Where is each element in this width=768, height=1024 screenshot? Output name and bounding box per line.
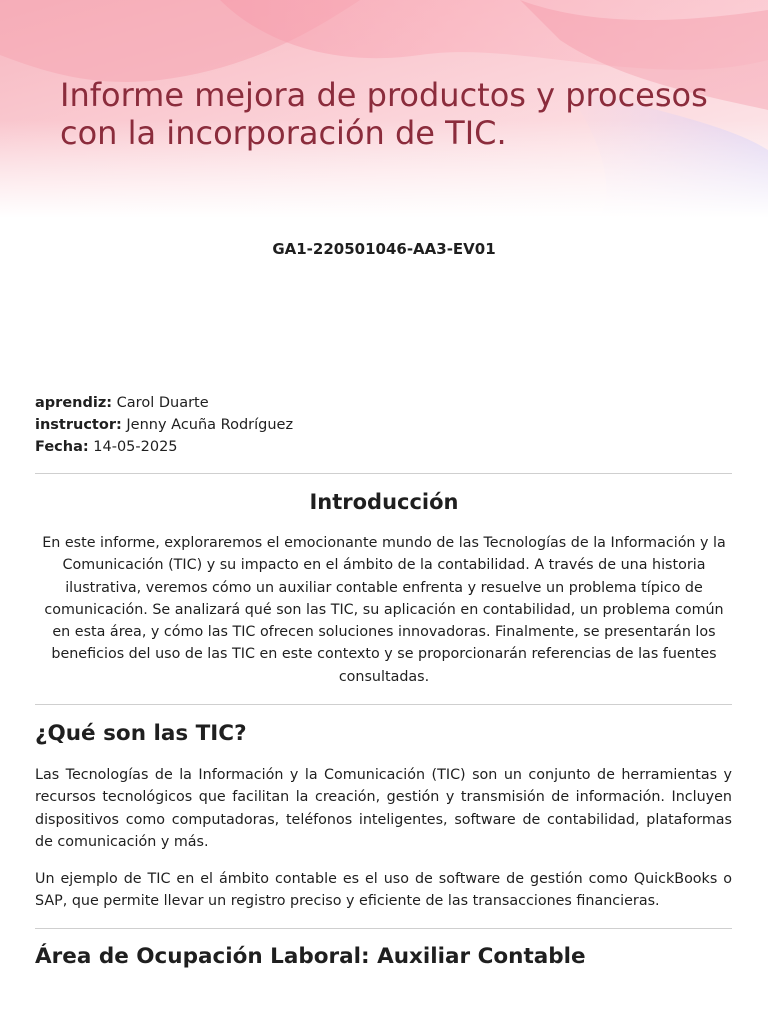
date-value: 14-05-2025: [93, 439, 178, 455]
student-label: aprendiz:: [35, 395, 113, 411]
document-code: GA1-220501046-AA3-EV01: [272, 240, 496, 258]
student-value: Carol Duarte: [116, 395, 209, 411]
student-row: [35, 392, 293, 414]
section-divider: [35, 704, 732, 705]
instructor-label: instructor:: [35, 417, 122, 433]
introduction-text: En este informe, exploraremos el emocionante mundo de las Tecnologías de la Información y la Comunicación (TIC) y su impacto en el ámbito de la contabilidad. A través de una historia ilustrativa, veremos cómo un auxiliar contable enfrenta y resuelve un problema típico de comunicación. Se analizará qué son las TIC, su aplicación en contabilidad, un problema común en esta área, y cómo las TIC ofrecen soluciones innovadoras. Finalmente, se presentarán los beneficios del uso de las TIC en este contexto y se proporcionarán referencias de las fuentes consultadas.: [42, 535, 726, 685]
tic-example-paragraph: Un ejemplo de TIC en el ámbito contable es el uso de software de gestión como QuickBooks o SAP, que permite llevar un registro preciso y eficiente de las transacciones financieras.: [35, 871, 732, 910]
date-row: [35, 436, 293, 458]
section-divider: [35, 473, 732, 474]
report-title: Informe mejora de productos y procesos con la incorporación de TIC.: [60, 76, 708, 152]
section-divider: [35, 928, 732, 929]
header-banner: [0, 0, 768, 218]
instructor-value: Jenny Acuña Rodríguez: [126, 417, 294, 433]
what-is-tic-heading: ¿Qué son las TIC?: [35, 721, 247, 746]
introduction-heading: Introducción: [309, 490, 459, 514]
instructor-row: [35, 414, 293, 436]
occupation-heading: Área de Ocupación Laboral: Auxiliar Contable: [35, 944, 586, 969]
document-metadata: [35, 392, 293, 458]
what-is-tic-paragraph: Las Tecnologías de la Información y la Comunicación (TIC) son un conjunto de herramientas y recursos tecnológicos que facilitan la creación, gestión y transmisión de información. Incluyen dispositivos como computadoras, teléfonos inteligentes, software de contabilidad, plataformas de comunicación y más.: [35, 767, 732, 850]
date-label: Fecha:: [35, 439, 89, 455]
